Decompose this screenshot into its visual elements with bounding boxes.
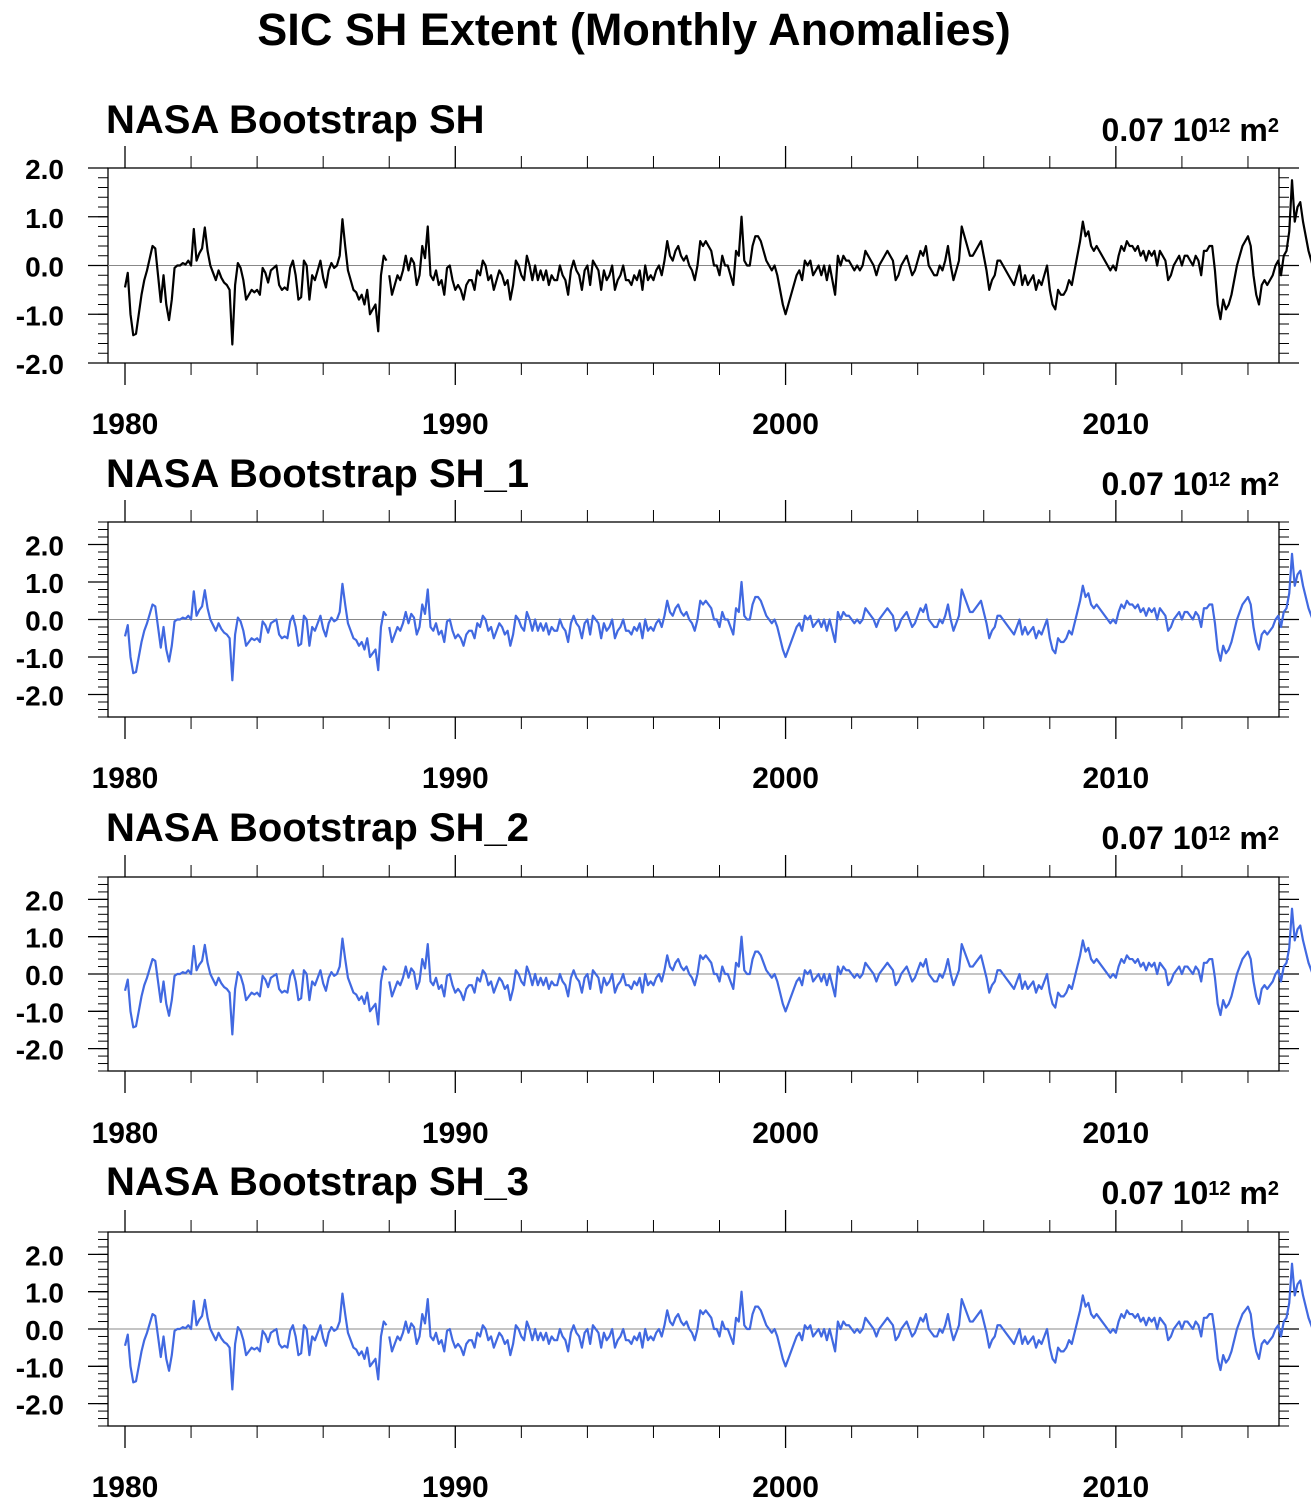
unit-text: m (1230, 112, 1268, 148)
y-tick-label: -1.0 (15, 643, 64, 674)
panel-stat-label (1102, 466, 1279, 502)
panel (16, 98, 1311, 441)
unit-text: 0.07 10 (1101, 112, 1209, 148)
x-tick-label: 1980 (91, 408, 159, 441)
y-tick-label: 1.0 (25, 922, 64, 954)
y-tick-label: -2.0 (15, 680, 64, 712)
x-tick-label: 1990 (421, 408, 489, 441)
panel-stat-label (1102, 1175, 1279, 1211)
unit-text: m (1230, 820, 1268, 856)
unit-exponent: 12 (1208, 469, 1231, 491)
panel-title: NASA Bootstrap SH_2 (106, 806, 530, 850)
panel-stat-label (1102, 820, 1279, 856)
x-tick-label: 2000 (752, 408, 819, 441)
unit-text: 0.07 10 (1101, 466, 1209, 502)
panel-title: NASA Bootstrap SH_3 (106, 1160, 530, 1204)
y-tick-label: -1.0 (15, 300, 64, 332)
x-tick-label: 2000 (752, 1117, 819, 1150)
panel (16, 452, 1311, 795)
y-tick-label: 2.0 (25, 154, 64, 185)
x-tick-label: 2010 (1082, 762, 1150, 795)
x-tick-label: 1990 (421, 1471, 489, 1504)
main-title: SIC SH Extent (Monthly Anomalies) (257, 4, 1011, 55)
unit-exponent: 12 (1208, 1178, 1231, 1200)
unit-exponent: 2 (1267, 1178, 1279, 1200)
panel-stat-label (1102, 112, 1279, 148)
unit-exponent: 12 (1208, 115, 1231, 137)
y-tick-label: 2.0 (25, 885, 64, 917)
x-tick-label: 1980 (91, 1117, 159, 1150)
y-tick-label: -2.0 (15, 349, 64, 380)
y-tick-label: 0.0 (25, 605, 64, 637)
unit-text: 0.07 10 (1101, 820, 1209, 856)
y-tick-label: 0.0 (25, 1315, 64, 1346)
x-tick-label: 2000 (752, 762, 819, 795)
y-tick-label: 0.0 (25, 960, 64, 991)
y-tick-label: -1.0 (15, 997, 64, 1029)
y-tick-label: -1.0 (15, 1352, 64, 1384)
x-tick-label: 1990 (421, 1117, 489, 1150)
y-tick-label: 2.0 (25, 1240, 64, 1272)
unit-text: m (1230, 1175, 1268, 1211)
unit-exponent: 12 (1208, 823, 1231, 845)
unit-exponent: 2 (1267, 823, 1279, 845)
unit-exponent: 2 (1267, 469, 1279, 491)
panels (16, 98, 1311, 1504)
panel (16, 1160, 1311, 1504)
x-tick-label: 2010 (1082, 1117, 1150, 1150)
panel-title: NASA Bootstrap SH (106, 98, 485, 142)
unit-exponent: 2 (1267, 115, 1279, 137)
y-tick-label: 1.0 (25, 568, 64, 599)
panel (16, 806, 1311, 1150)
panel-title: NASA Bootstrap SH_1 (106, 452, 530, 496)
unit-text: 0.07 10 (1101, 1175, 1209, 1211)
series-line (125, 1264, 1311, 1390)
x-tick-label: 1980 (91, 762, 159, 795)
y-tick-label: -2.0 (15, 1389, 64, 1421)
x-tick-label: 2000 (752, 1471, 819, 1504)
x-tick-label: 1990 (421, 762, 489, 795)
series-line (125, 554, 1311, 680)
unit-text: m (1230, 466, 1268, 502)
series-line (125, 909, 1311, 1035)
x-tick-label: 2010 (1082, 1471, 1150, 1504)
x-tick-label: 1980 (91, 1471, 159, 1504)
x-tick-label: 2010 (1082, 408, 1150, 441)
series-line (125, 180, 1311, 344)
y-tick-label: 2.0 (25, 530, 64, 562)
y-tick-label: 1.0 (25, 202, 64, 234)
y-tick-label: -2.0 (15, 1034, 64, 1066)
y-tick-label: 1.0 (25, 1277, 64, 1309)
y-tick-label: 0.0 (25, 251, 64, 283)
